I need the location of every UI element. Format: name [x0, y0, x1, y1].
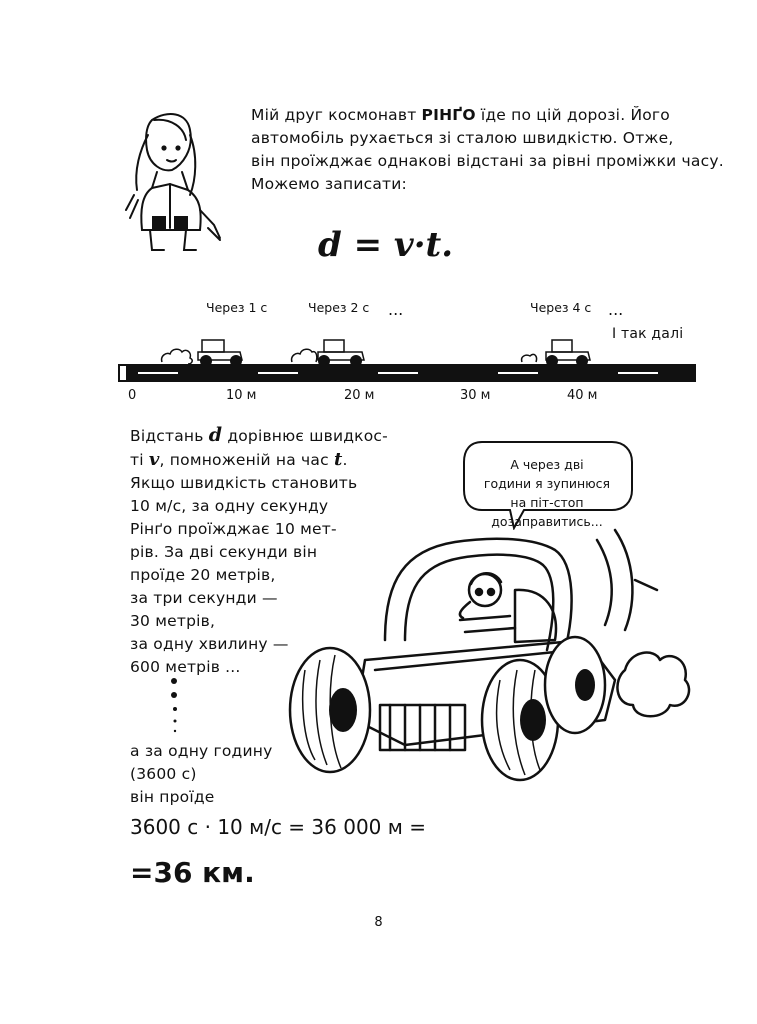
vertical-dots	[168, 676, 182, 736]
explanation-line: за три секунди —	[130, 589, 278, 607]
hour-text	[130, 740, 272, 809]
explanation-line-1: Відстань d дорівнює швидкос-	[130, 424, 388, 446]
tick-label-30: 30 м	[460, 388, 491, 403]
hour-line-1: а за одну годину	[130, 742, 273, 760]
tick-label-40: 40 м	[567, 388, 598, 403]
explanation-line: проїде 20 метрів,	[130, 566, 276, 584]
ellipsis-1: ...	[388, 300, 404, 319]
intro-line-1: Мій друг космонавт РІНҐО їде по цій дорозі. Його	[251, 106, 670, 124]
road	[118, 364, 696, 382]
after-label-2: Через 2 с	[308, 300, 370, 315]
explanation-line: 30 метрів,	[130, 612, 216, 630]
after-label-1: Через 1 с	[206, 300, 268, 315]
explanation-line: рів. За дві секунди він	[130, 543, 318, 561]
calculation: 3600 с · 10 м/с = 36 000 м =	[130, 815, 426, 839]
explanation-line: Рінґо проїжджає 10 мет-	[130, 520, 337, 538]
woman-illustration	[112, 110, 232, 260]
explanation-line: 10 м/с, за одну секунду	[130, 497, 329, 515]
intro-line-2: автомобіль рухається зі сталою швидкістю. Отже,	[251, 129, 674, 147]
explanation-line: Якщо швидкість становить	[130, 474, 358, 492]
tick-label-10: 10 м	[226, 388, 257, 403]
and-so-on-label: І так далі	[612, 326, 684, 342]
explanation-line-2: ті v, помноженій на час t.	[130, 449, 348, 470]
tick-label-20: 20 м	[344, 388, 375, 403]
car-1-illustration	[160, 334, 250, 368]
distance-formula: d = v·t.	[318, 225, 454, 265]
bubble-text: А через дві години я зупинюся на піт-стоп дозаправитись...	[483, 457, 611, 529]
buggy-illustration	[285, 520, 695, 790]
intro-line-3: він проїжджає однакові відстані за рівні проміжки часу.	[251, 152, 724, 170]
page-number: 8	[374, 915, 383, 930]
result: =36 км.	[130, 856, 255, 889]
after-label-4: Через 4 с	[530, 300, 592, 315]
intro-line-4: Можемо записати:	[251, 175, 407, 193]
explanation-line: за одну хвилину —	[130, 635, 289, 653]
tick-label-0: 0	[128, 388, 137, 403]
hour-line-2: (3600 с)	[130, 765, 197, 783]
ellipsis-2: ...	[608, 300, 624, 319]
explanation-line: 600 метрів ...	[130, 658, 241, 676]
hour-line-3: він проїде	[130, 788, 215, 806]
intro-paragraph	[251, 104, 724, 196]
ringo-name: РІНҐО	[421, 106, 476, 124]
